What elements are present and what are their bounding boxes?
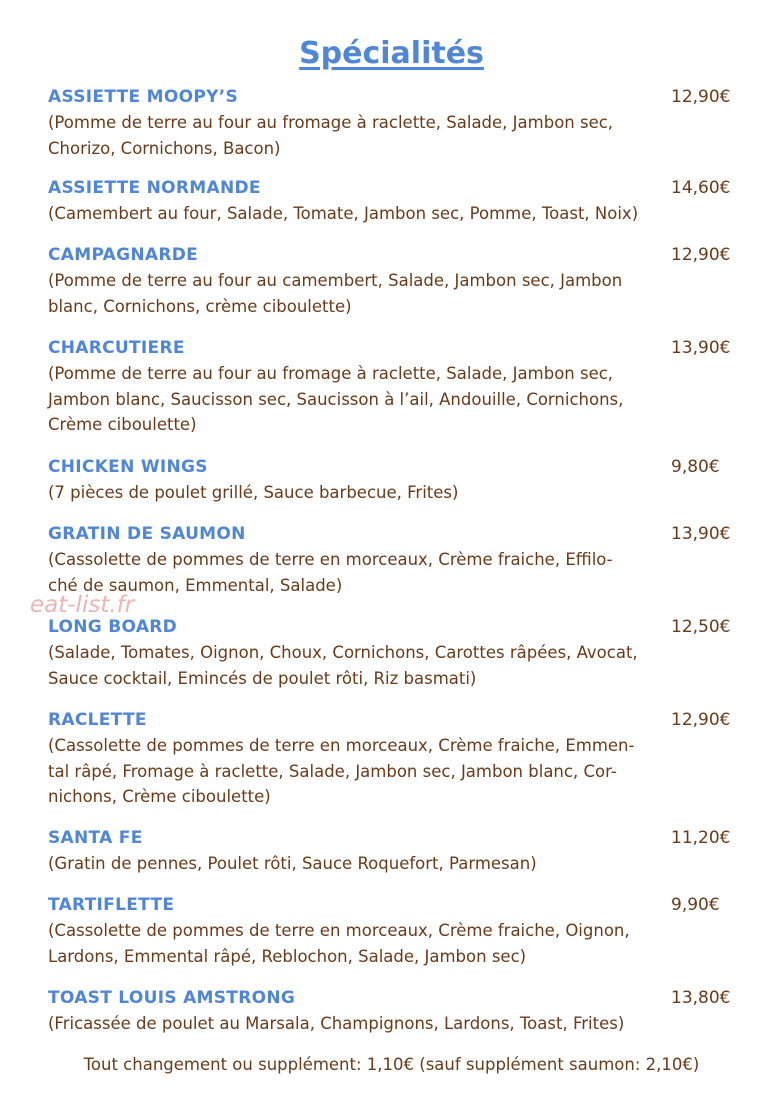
- item-price: 9,80€: [671, 457, 720, 477]
- menu-item: [48, 707, 738, 810]
- item-description: (Cassolette de pommes de terre en morceaux, Crème fraiche, Emmen- tal râpé, Fromage à raclette, Salade, Jambon sec, Jambon blanc, Cor- nichons, Crème ciboulette): [48, 736, 635, 806]
- item-description: (Pomme de terre au four au fromage à raclette, Salade, Jambon sec, Chorizo, Cornichons, Bacon): [48, 113, 614, 158]
- item-description: (Camembert au four, Salade, Tomate, Jambon sec, Pomme, Toast, Noix): [48, 204, 639, 223]
- menu-item: [48, 84, 738, 161]
- item-name: ASSIETTE MOOPY’S: [48, 87, 239, 107]
- item-name: SANTA FE: [48, 828, 143, 848]
- item-name: ASSIETTE NORMANDE: [48, 178, 261, 198]
- supplement-note: Tout changement ou supplément: 1,10€ (sauf supplément saumon: 2,10€): [83, 1055, 700, 1074]
- item-price: 12,90€: [671, 245, 731, 265]
- item-price: 9,90€: [671, 895, 720, 915]
- item-price: 12,50€: [671, 617, 731, 637]
- item-description: (Pomme de terre au four au camembert, Salade, Jambon sec, Jambon blanc, Cornichons, crème ciboulette): [48, 271, 623, 316]
- menu-item: [48, 175, 738, 227]
- menu-item: [48, 614, 738, 691]
- item-price: 13,90€: [671, 524, 731, 544]
- menu-item: [48, 892, 738, 969]
- menu-item: [48, 242, 738, 319]
- item-name: CAMPAGNARDE: [48, 245, 199, 265]
- item-name: GRATIN DE SAUMON: [48, 524, 246, 544]
- watermark: eat-list.fr: [30, 592, 135, 618]
- item-description: (Cassolette de pommes de terre en morceaux, Crème fraiche, Oignon, Lardons, Emmental râpé, Reblochon, Salade, Jambon sec): [48, 921, 630, 966]
- item-price: 13,80€: [671, 988, 731, 1008]
- menu-item: [48, 335, 738, 438]
- item-name: CHICKEN WINGS: [48, 457, 208, 477]
- item-price: 13,90€: [671, 338, 731, 358]
- page-title: Spécialités: [299, 36, 484, 71]
- item-name: TOAST LOUIS AMSTRONG: [48, 988, 296, 1008]
- menu-item: [48, 825, 738, 877]
- item-price: 11,20€: [671, 828, 731, 848]
- item-price: 14,60€: [671, 178, 731, 198]
- item-name: RACLETTE: [48, 710, 147, 730]
- item-price: 12,90€: [671, 710, 731, 730]
- item-description: (Gratin de pennes, Poulet rôti, Sauce Roquefort, Parmesan): [48, 854, 537, 873]
- menu-item: [48, 985, 738, 1037]
- item-name: LONG BOARD: [48, 617, 178, 637]
- item-name: CHARCUTIERE: [48, 338, 185, 358]
- menu-item: [48, 454, 738, 506]
- item-description: (Salade, Tomates, Oignon, Choux, Cornichons, Carottes râpées, Avocat, Sauce cocktail, Emincés de poulet rôti, Riz basmati): [48, 643, 638, 688]
- item-description: (7 pièces de poulet grillé, Sauce barbecue, Frites): [48, 483, 459, 502]
- item-description: (Pomme de terre au four au fromage à raclette, Salade, Jambon sec, Jambon blanc, Saucisson sec, Saucisson à l’ail, Andouille, Cornichons, Crème ciboulette): [48, 364, 624, 434]
- item-description: (Fricassée de poulet au Marsala, Champignons, Lardons, Toast, Frites): [48, 1014, 625, 1033]
- menu-item: [48, 521, 738, 598]
- item-description: (Cassolette de pommes de terre en morceaux, Crème fraiche, Effilo- ché de saumon, Emmental, Salade): [48, 550, 613, 595]
- item-name: TARTIFLETTE: [48, 895, 175, 915]
- item-price: 12,90€: [671, 87, 731, 107]
